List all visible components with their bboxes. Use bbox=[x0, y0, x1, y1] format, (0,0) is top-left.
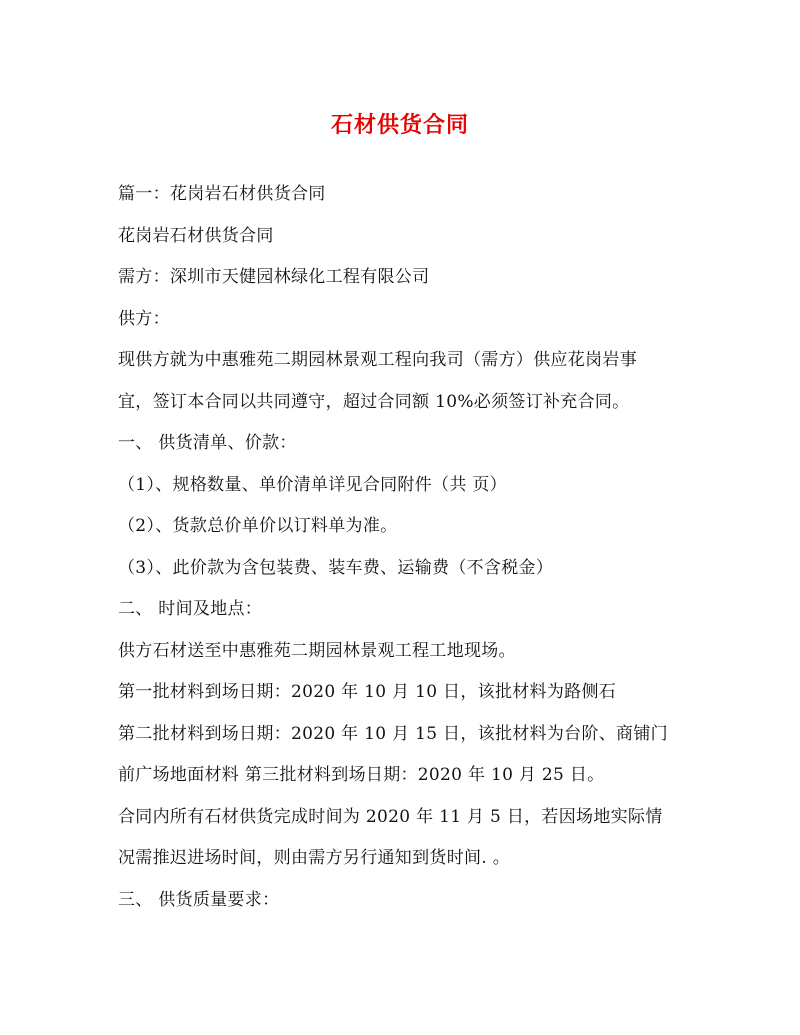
section-heading: 一、 供货清单、价款： bbox=[118, 433, 297, 453]
text-line: 篇一：花岗岩石材供货合同 bbox=[118, 184, 326, 204]
document-title: 石材供货合同 bbox=[330, 112, 469, 138]
text-line: 合同内所有石材供货完成时间为 2020 年 11 月 5 日，若因场地实际情 bbox=[118, 806, 663, 827]
text-line: 第二批材料到场日期：2020 年 10 月 15 日，该批材料为台阶、商铺门 bbox=[118, 723, 668, 744]
text-line: 况需推迟进场时间，则由需方另行通知到货时间. 。 bbox=[118, 848, 511, 868]
text-line: 需方：深圳市天健园林绿化工程有限公司 bbox=[118, 267, 430, 287]
text-line: （1）、规格数量、单价清单详见合同附件（共 页） bbox=[118, 474, 507, 495]
text-line: （2）、货款总价单价以订料单为准。 bbox=[118, 516, 398, 536]
text-line: 宜，签订本合同以共同遵守，超过合同额 10%必须签订补充合同。 bbox=[118, 391, 630, 412]
text-line: 第一批材料到场日期：2020 年 10 月 10 日，该批材料为路侧石 bbox=[118, 682, 617, 702]
document-body bbox=[118, 174, 688, 921]
text-line: 供方石材送至中惠雅苑二期园林景观工程工地现场。 bbox=[118, 640, 516, 661]
text-line: （3）、此价款为含包装费、装车费、运输费（不含税金） bbox=[118, 557, 554, 578]
text-line: 供方： bbox=[118, 308, 170, 329]
text-line: 花岗岩石材供货合同 bbox=[118, 225, 274, 246]
text-line: 现供方就为中惠雅苑二期园林景观工程向我司（需方）供应花岗岩事 bbox=[118, 350, 637, 370]
section-heading: 三、 供货质量要求： bbox=[118, 889, 280, 910]
section-heading: 二、 时间及地点： bbox=[118, 599, 263, 619]
text-line: 前广场地面材料 第三批材料到场日期：2020 年 10 月 25 日。 bbox=[118, 765, 605, 785]
